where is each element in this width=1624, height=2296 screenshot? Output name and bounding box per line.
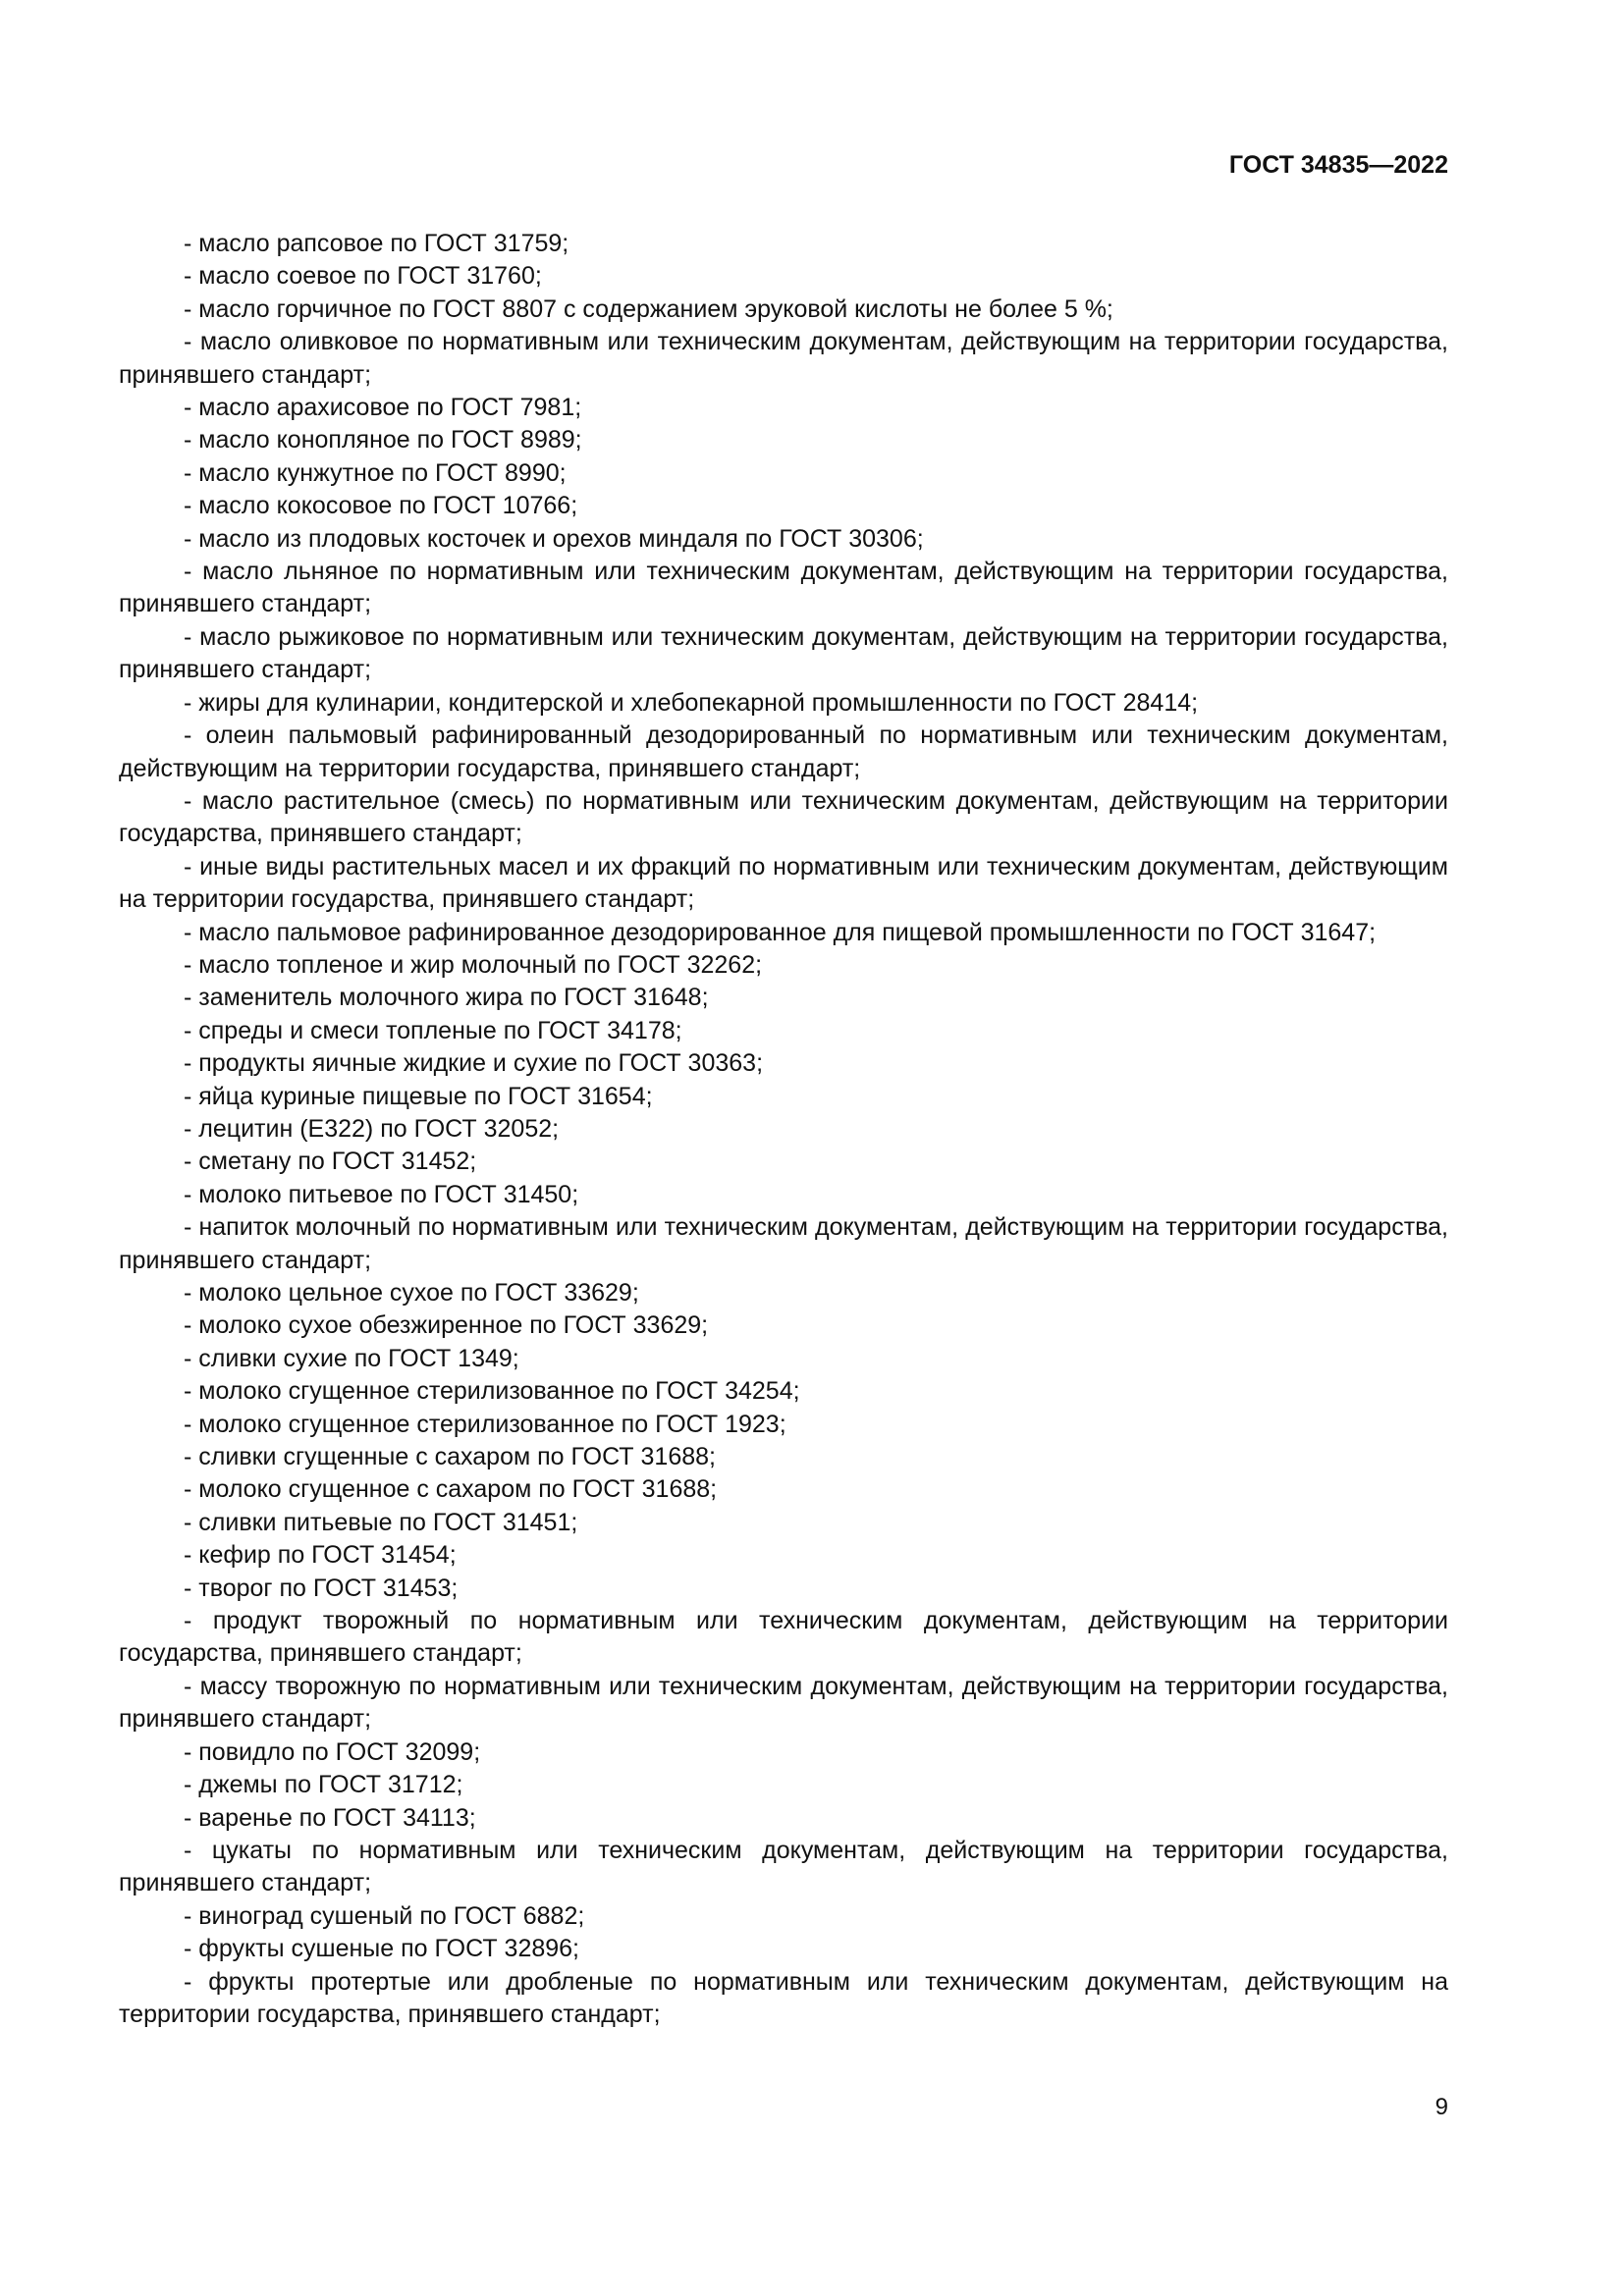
list-item: - масло кокосовое по ГОСТ 10766; bbox=[184, 492, 578, 520]
list-item: - молоко сгущенное стерилизованное по ГОСТ 1923; bbox=[184, 1410, 786, 1438]
requirements-list bbox=[119, 228, 1448, 2031]
list-item: - масло горчичное по ГОСТ 8807 с содержанием эруковой кислоты не более 5 %; bbox=[184, 294, 1113, 323]
list-item: - продукт творожный по нормативным или техническим документам, действующим на территории государства, принявшего стандарт; bbox=[119, 1607, 1448, 1668]
list-item: - повидло по ГОСТ 32099; bbox=[184, 1737, 481, 1766]
list-item: - цукаты по нормативным или техническим документам, действующим на территории государства, принявшего стандарт; bbox=[119, 1836, 1448, 1897]
list-item: - молоко сухое обезжиренное по ГОСТ 33629; bbox=[184, 1311, 709, 1340]
list-item: - продукты яичные жидкие и сухие по ГОСТ 30363; bbox=[184, 1049, 764, 1078]
list-item: - фрукты протертые или дробленые по нормативным или техническим документам, действующим на территории государства, принявшего стандарт; bbox=[119, 1967, 1448, 2028]
list-item: - джемы по ГОСТ 31712; bbox=[184, 1771, 463, 1799]
list-item: - молоко питьевое по ГОСТ 31450; bbox=[184, 1180, 579, 1208]
list-item: - творог по ГОСТ 31453; bbox=[184, 1574, 459, 1602]
list-item: - молоко цельное сухое по ГОСТ 33629; bbox=[184, 1279, 639, 1307]
list-item: - иные виды растительных масел и их фракций по нормативным или техническим документам, действующим на территории государства, принявшего стандарт; bbox=[119, 852, 1448, 914]
list-item: - молоко сгущенное стерилизованное по ГОСТ 34254; bbox=[184, 1377, 800, 1406]
document-header-id: ГОСТ 34835—2022 bbox=[1228, 151, 1448, 179]
list-item: - сливки сухие по ГОСТ 1349; bbox=[184, 1344, 519, 1372]
list-item: - яйца куриные пищевые по ГОСТ 31654; bbox=[184, 1082, 653, 1110]
list-item: - жиры для кулинарии, кондитерской и хлебопекарной промышленности по ГОСТ 28414; bbox=[184, 688, 1199, 717]
list-item: - массу творожную по нормативным или техническим документам, действующим на территории государства, принявшего стандарт; bbox=[119, 1672, 1448, 1734]
list-item: - масло растительное (смесь) по нормативным или техническим документам, действующим на территории государства, принявшего стандарт; bbox=[119, 786, 1448, 848]
list-item: - масло топленое и жир молочный по ГОСТ 32262; bbox=[184, 950, 763, 979]
list-item: - заменитель молочного жира по ГОСТ 31648; bbox=[184, 984, 709, 1012]
list-item: - фрукты сушеные по ГОСТ 32896; bbox=[184, 1935, 580, 1963]
list-item: - напиток молочный по нормативным или техническим документам, действующим на территории государства, принявшего стандарт; bbox=[119, 1213, 1448, 1274]
list-item: - масло оливковое по нормативным или техническим документам, действующим на территории государства, принявшего стандарт; bbox=[119, 328, 1448, 389]
list-item: - лецитин (Е322) по ГОСТ 32052; bbox=[184, 1114, 560, 1143]
list-item: - масло пальмовое рафинированное дезодорированное для пищевой промышленности по ГОСТ 31647; bbox=[184, 918, 1377, 946]
list-item: - масло из плодовых косточек и орехов миндаля по ГОСТ 30306; bbox=[184, 524, 924, 553]
list-item: - сливки сгущенные с сахаром по ГОСТ 31688; bbox=[184, 1443, 716, 1471]
list-item: - варенье по ГОСТ 34113; bbox=[184, 1803, 476, 1832]
list-item: - олеин пальмовый рафинированный дезодорированный по нормативным или техническим документам, действующим на территории государства, принявшего стандарт; bbox=[119, 721, 1448, 782]
list-item: - сметану по ГОСТ 31452; bbox=[184, 1148, 477, 1176]
list-item: - масло соевое по ГОСТ 31760; bbox=[184, 262, 542, 291]
list-item: - масло конопляное по ГОСТ 8989; bbox=[184, 426, 582, 454]
list-item: - сливки питьевые по ГОСТ 31451; bbox=[184, 1508, 578, 1536]
list-item: - спреды и смеси топленые по ГОСТ 34178; bbox=[184, 1016, 682, 1044]
page-number: 9 bbox=[1435, 2094, 1448, 2120]
list-item: - масло арахисовое по ГОСТ 7981; bbox=[184, 394, 582, 422]
list-item: - молоко сгущенное с сахаром по ГОСТ 31688; bbox=[184, 1475, 718, 1504]
list-item: - виноград сушеный по ГОСТ 6882; bbox=[184, 1901, 585, 1930]
list-item: - масло рыжиковое по нормативным или техническим документам, действующим на территории государства, принявшего стандарт; bbox=[119, 622, 1448, 684]
list-item: - масло рапсовое по ГОСТ 31759; bbox=[184, 230, 569, 257]
list-item: - масло кунжутное по ГОСТ 8990; bbox=[184, 458, 567, 487]
list-item: - масло льняное по нормативным или техническим документам, действующим на территории государства, принявшего стандарт; bbox=[119, 558, 1448, 618]
list-item: - кефир по ГОСТ 31454; bbox=[184, 1541, 457, 1570]
